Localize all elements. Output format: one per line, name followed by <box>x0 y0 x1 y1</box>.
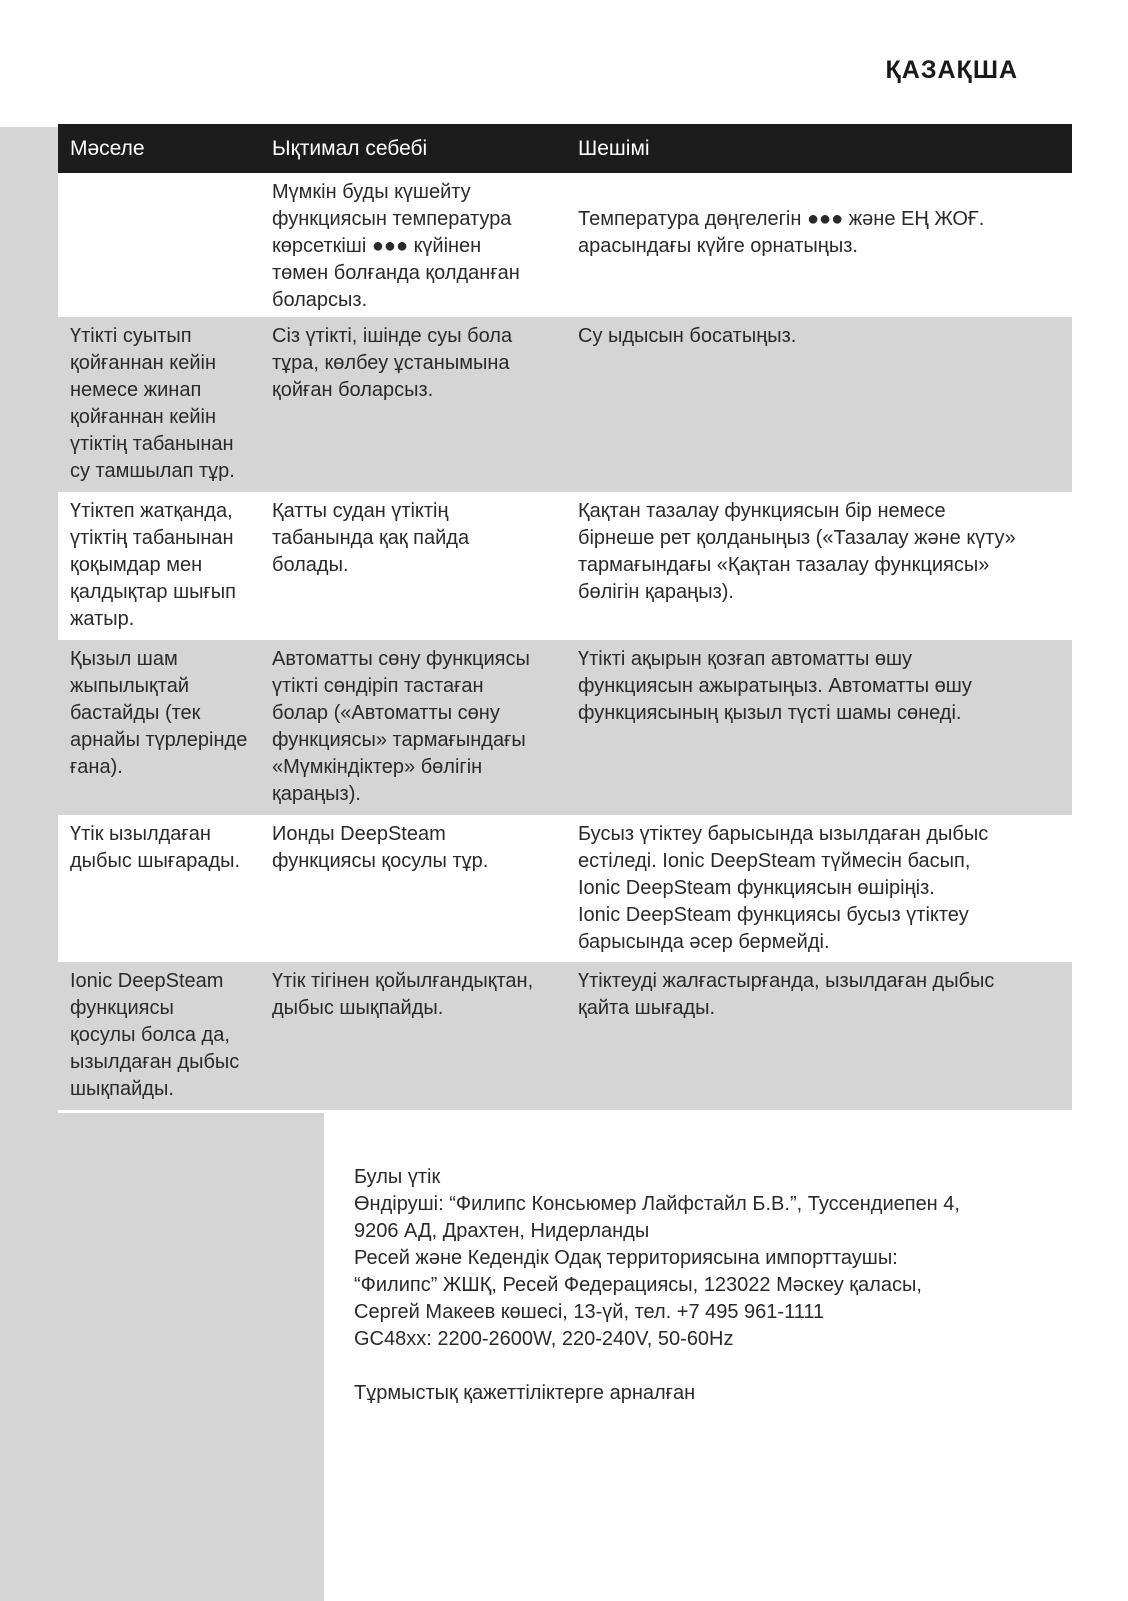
cause-cell: Үтік тігінен қойылғандықтан, дыбыс шықпайды. <box>272 970 534 1019</box>
footer-spacer <box>354 1353 1054 1380</box>
table-row <box>58 173 1072 317</box>
problem-cell: Қызыл шам жыпылықтай бастайды (тек арнайы түрлерінде ғана). <box>70 648 248 778</box>
header-problem: Мәселе <box>70 136 145 160</box>
troubleshooting-table <box>58 124 1072 1110</box>
solution-cell: Су ыдысын босатыңыз. <box>578 325 797 347</box>
cause-cell: Сіз үтікті, ішінде суы бола тұра, көлбеу ұстанымына қойған боларсыз. <box>272 325 513 401</box>
lower-left-band <box>0 1113 324 1601</box>
problem-cell <box>58 173 270 317</box>
problem-cell: Ionic DeepSteam функциясы қосулы болса да, ызылдаған дыбыс шықпайды. <box>70 970 240 1100</box>
header-cause: Ықтимал себебі <box>272 136 428 160</box>
table-row <box>58 815 1072 962</box>
manufacturer-info <box>354 1164 1054 1407</box>
solution-cell: Үтікті ақырын қозғап автоматты өшу функциясын ажыратыңыз. Автоматты өшу функциясының қызыл түсті шамы сөнеді. <box>578 648 972 724</box>
cause-cell: Ионды DeepSteam функциясы қосулы тұр. <box>272 823 489 872</box>
header-solution: Шешімі <box>578 136 650 160</box>
table-row <box>58 962 1072 1110</box>
table-header <box>58 124 1072 173</box>
problem-cell: Үтік ызылдаған дыбыс шығарады. <box>70 823 241 872</box>
problem-cell: Үтікті суытып қойғаннан кейін немесе жинап қойғаннан кейін үтіктің табанынан су тамшылап тұр. <box>70 325 235 482</box>
language-label: ҚАЗАҚША <box>885 56 1018 84</box>
footer-line: Ресей және Кедендік Одақ территориясына импорттаушы: <box>354 1247 898 1269</box>
solution-cell: Температура дөңгелегін ●●● және ЕҢ ЖОҒ. арасындағы күйге орнатыңыз. <box>578 208 985 257</box>
cause-cell: Мүмкін буды күшейту функциясын температура көрсеткіші ●●● күйінен төмен болғанда қолданған боларсыз. <box>272 181 520 311</box>
household-use-note: Тұрмыстық қажеттіліктерге арналған <box>354 1382 696 1404</box>
solution-cell: Қақтан тазалау функциясын бір немесе бірнеше рет қолданыңыз («Тазалау және күту» тармағындағы «Қақтан тазалау функциясы» бөлігін қараңыз). <box>578 500 1016 603</box>
footer-line: “Филипс” ЖШҚ, Ресей Федерациясы, 123022 Мәскеу қаласы, <box>354 1274 922 1296</box>
footer-line: Өндіруші: “Филипс Консьюмер Лайфстайл Б.В.”, Туссендиепен 4, <box>354 1193 960 1215</box>
table-row <box>58 317 1072 492</box>
table-row <box>58 492 1072 640</box>
solution-cell: Бусыз үтіктеу барысында ызылдаған дыбыс естіледі. Ionic DeepSteam түймесін басып, Ionic DeepSteam функциясын өшіріңіз. Ionic DeepSteam функциясы бусыз үтіктеу барысында әсер бермейді. <box>578 823 989 953</box>
problem-cell: Үтіктеп жатқанда, үтіктің табанынан қоқымдар мен қалдықтар шығып жатыр. <box>70 500 236 630</box>
footer-line: Булы үтік <box>354 1166 441 1188</box>
solution-cell: Үтіктеуді жалғастырғанда, ызылдаған дыбыс қайта шығады. <box>578 970 995 1019</box>
footer-line: GC48xx: 2200-2600W, 220-240V, 50-60Hz <box>354 1328 734 1350</box>
cause-cell: Автоматты сөну функциясы үтікті сөндіріп тастаған болар («Автоматты сөну функциясы» тармағындағы «Мүмкіндіктер» бөлігін қараңыз). <box>272 648 530 805</box>
table-row <box>58 640 1072 815</box>
footer-line: Сергей Макеев көшесі, 13-үй, тел. +7 495 961-1111 <box>354 1301 825 1323</box>
cause-cell: Қатты судан үтіктің табанында қақ пайда болады. <box>272 500 470 576</box>
footer-line: 9206 АД, Драхтен, Нидерланды <box>354 1220 650 1242</box>
